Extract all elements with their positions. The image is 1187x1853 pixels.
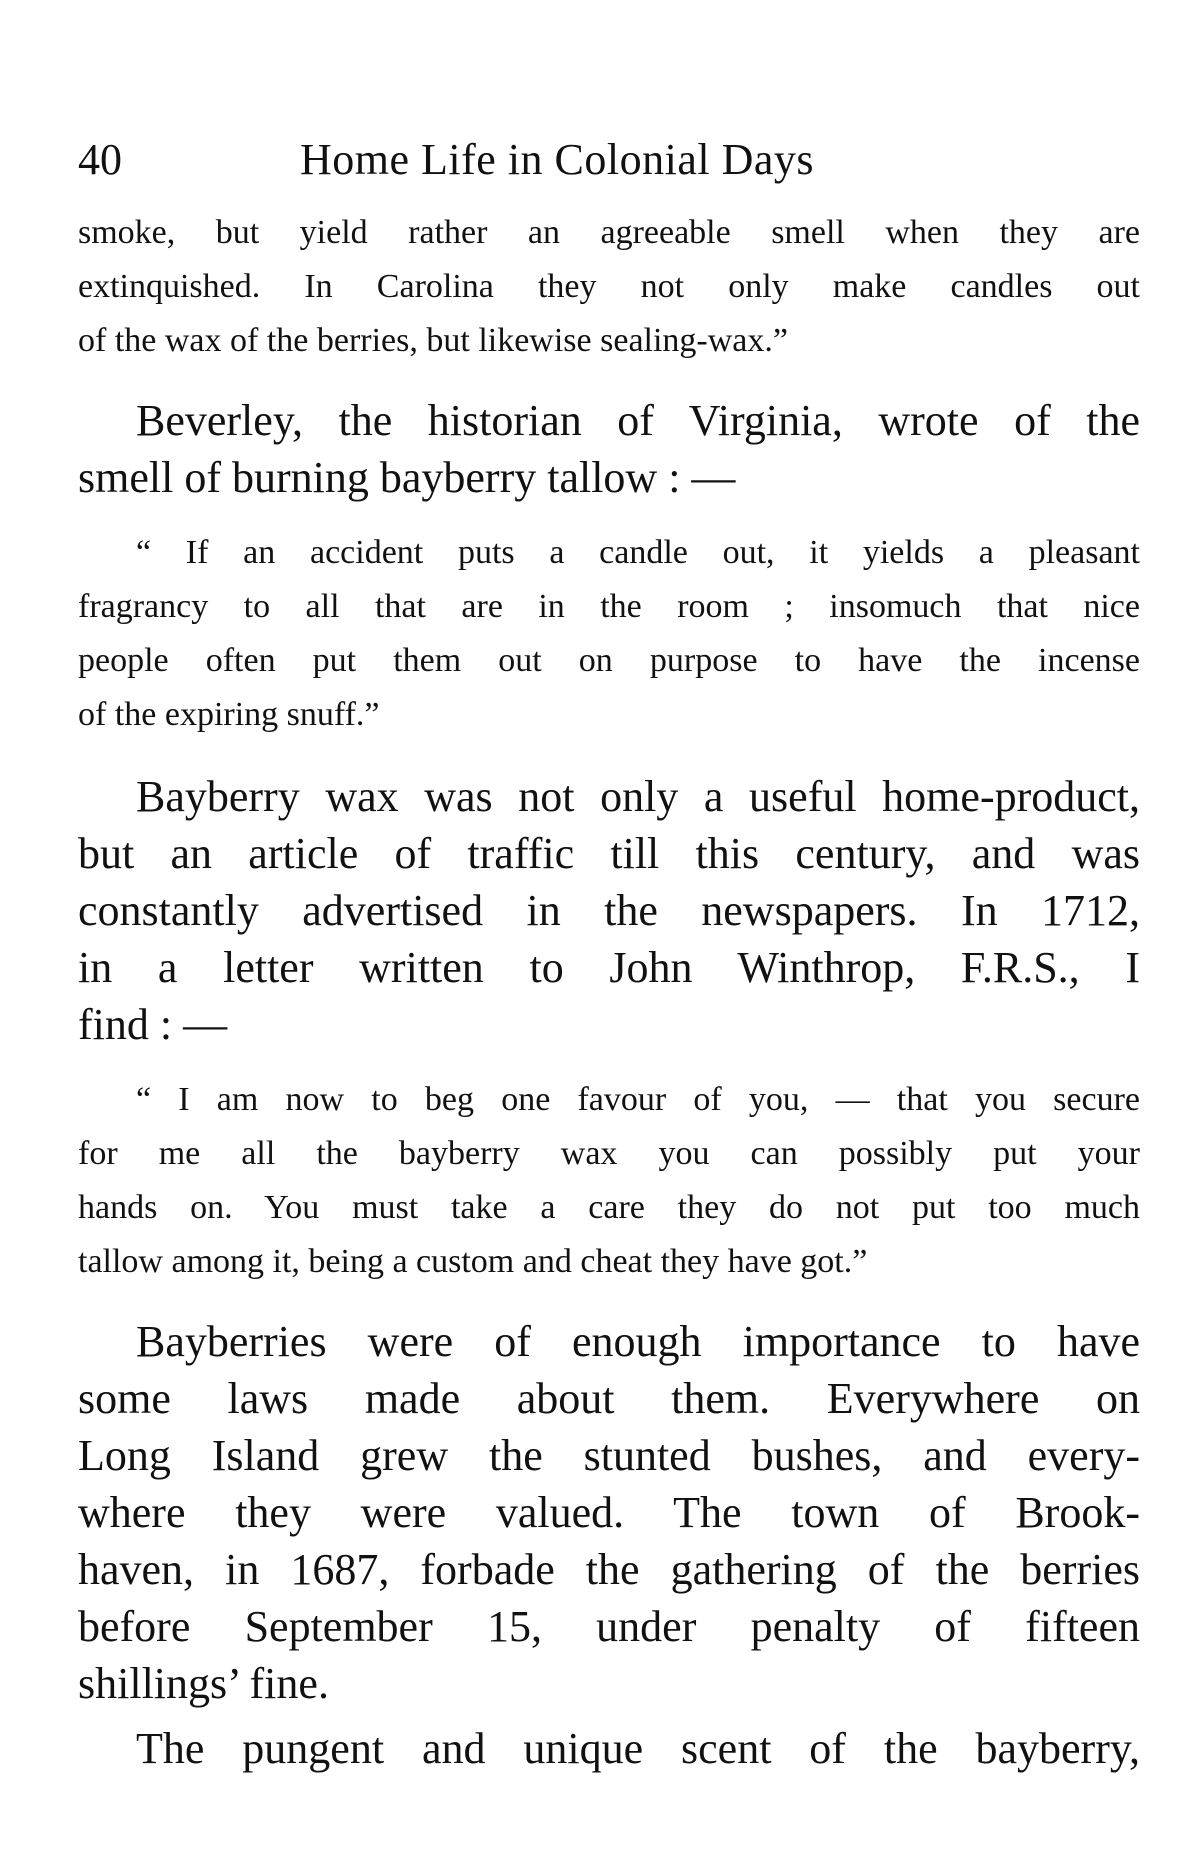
text-line: Bayberries were of enough importance to have (136, 1317, 1140, 1366)
text-line: “ If an accident puts a candle out, it yields a pleasant (136, 534, 1140, 571)
text-line: hands on. You must take a care they do not put too much (78, 1189, 1140, 1226)
text-line: haven, in 1687, forbade the gathering of the berries (78, 1545, 1140, 1594)
text-line: fragrancy to all that are in the room ; insomuch that nice (78, 588, 1140, 625)
page-number: 40 (78, 135, 122, 184)
text-line: before September 15, under penalty of fifteen (78, 1602, 1140, 1651)
text-line: Bayberry wax was not only a useful home-product, (136, 772, 1140, 821)
text-line: shillings’ fine. (78, 1659, 329, 1708)
text-line: Beverley, the historian of Virginia, wrote of the (136, 396, 1140, 445)
text-line: Long Island grew the stunted bushes, and every- (78, 1431, 1140, 1480)
book-page (78, 130, 1140, 1777)
text-line: where they were valued. The town of Brook- (78, 1488, 1140, 1537)
text-line: The pungent and unique scent of the bayberry, (136, 1724, 1140, 1773)
text-line: smoke, but yield rather an agreeable smell when they are (78, 214, 1140, 251)
text-line: some laws made about them. Everywhere on (78, 1374, 1140, 1423)
text-line: extinquished. In Carolina they not only make candles out (78, 268, 1140, 305)
text-line: smell of burning bayberry tallow : — (78, 453, 736, 502)
text-line: find : — (78, 1000, 228, 1049)
running-title: Home Life in Colonial Days (300, 135, 815, 184)
text-line: tallow among it, being a custom and cheat they have got.” (78, 1243, 868, 1280)
quote-continuation (78, 206, 1140, 368)
paragraph-beverley (78, 392, 1140, 506)
text-line: but an article of traffic till this century, and was (78, 829, 1140, 878)
paragraph-bayberry-laws (78, 1313, 1140, 1712)
paragraph-pungent-scent (78, 1720, 1140, 1777)
page-header (78, 130, 1140, 190)
text-line: of the wax of the berries, but likewise sealing-wax.” (78, 322, 788, 359)
text-line: “ I am now to beg one favour of you, — that you secure (136, 1081, 1140, 1118)
text-line: constantly advertised in the newspapers. In 1712, (78, 886, 1140, 935)
text-line: for me all the bayberry wax you can possibly put your (78, 1135, 1140, 1172)
text-line: people often put them out on purpose to have the incense (78, 642, 1140, 679)
quote-winthrop-letter (78, 1073, 1140, 1289)
quote-candle (78, 526, 1140, 742)
text-line: of the expiring snuff.” (78, 696, 380, 733)
text-line: in a letter written to John Winthrop, F.R.S., I (78, 943, 1140, 992)
paragraph-bayberry-wax (78, 768, 1140, 1053)
